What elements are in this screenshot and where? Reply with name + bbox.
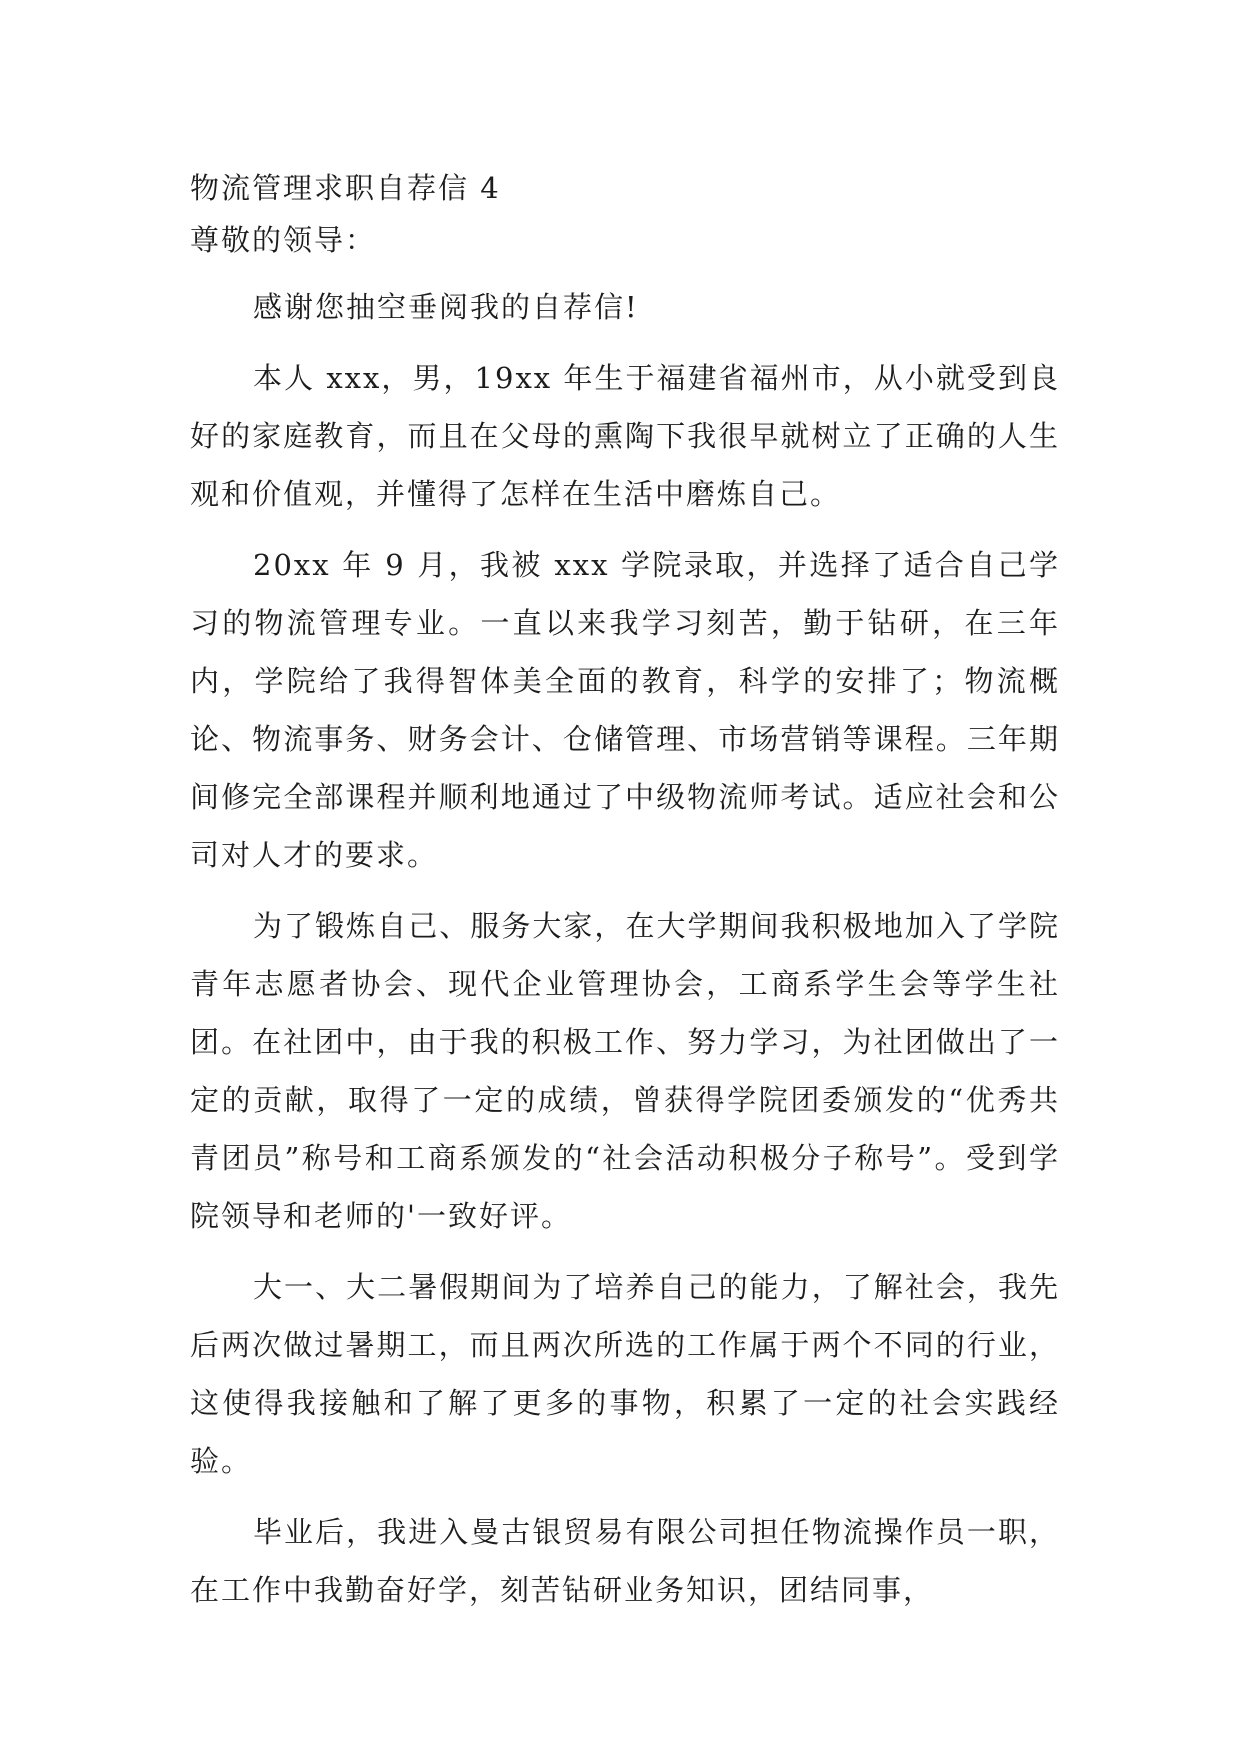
- paragraph-education: 20xx 年 9 月，我被 xxx 学院录取，并选择了适合自己学习的物流管理专业。一直以来我学习刻苦，勤于钻研，在三年内，学院给了我得智体美全面的教育，科学的安排了；物流概论、物流事务、财务会计、仓储管理、市场营销等课程。三年期间修完全部课程并顺利地通过了中级物流师考试。适应社会和公司对人才的要求。: [190, 548, 1060, 872]
- paragraph-summer-work: 大一、大二暑假期间为了培养自己的能力，了解社会，我先后两次做过暑期工，而且两次所选的工作属于两个不同的行业，这使得我接触和了解了更多的事物，积累了一定的社会实践经验。: [190, 1270, 1060, 1478]
- salutation: 尊敬的领导：: [190, 223, 377, 257]
- paragraph-introduction: 本人 xxx，男，19xx 年生于福建省福州市，从小就受到良好的家庭教育，而且在父母的熏陶下我很早就树立了正确的人生观和价值观，并懂得了怎样在生活中磨炼自己。: [190, 361, 1060, 511]
- paragraph-employment: 毕业后，我进入曼古银贸易有限公司担任物流操作员一职，在工作中我勤奋好学，刻苦钻研业务知识，团结同事，: [190, 1515, 1060, 1607]
- paragraph-thanks: 感谢您抽空垂阅我的自荐信!: [253, 290, 639, 324]
- document-title: 物流管理求职自荐信 4: [190, 171, 501, 205]
- letter-body: [190, 162, 1060, 1632]
- paragraph-activities: 为了锻炼自己、服务大家，在大学期间我积极地加入了学院青年志愿者协会、现代企业管理协会，工商系学生会等学生社团。在社团中，由于我的积极工作、努力学习，为社团做出了一定的贡献，取得了一定的成绩，曾获得学院团委颁发的“优秀共青团员”称号和工商系颁发的“社会活动积极分子称号”。受到学院领导和老师的'一致好评。: [190, 909, 1060, 1233]
